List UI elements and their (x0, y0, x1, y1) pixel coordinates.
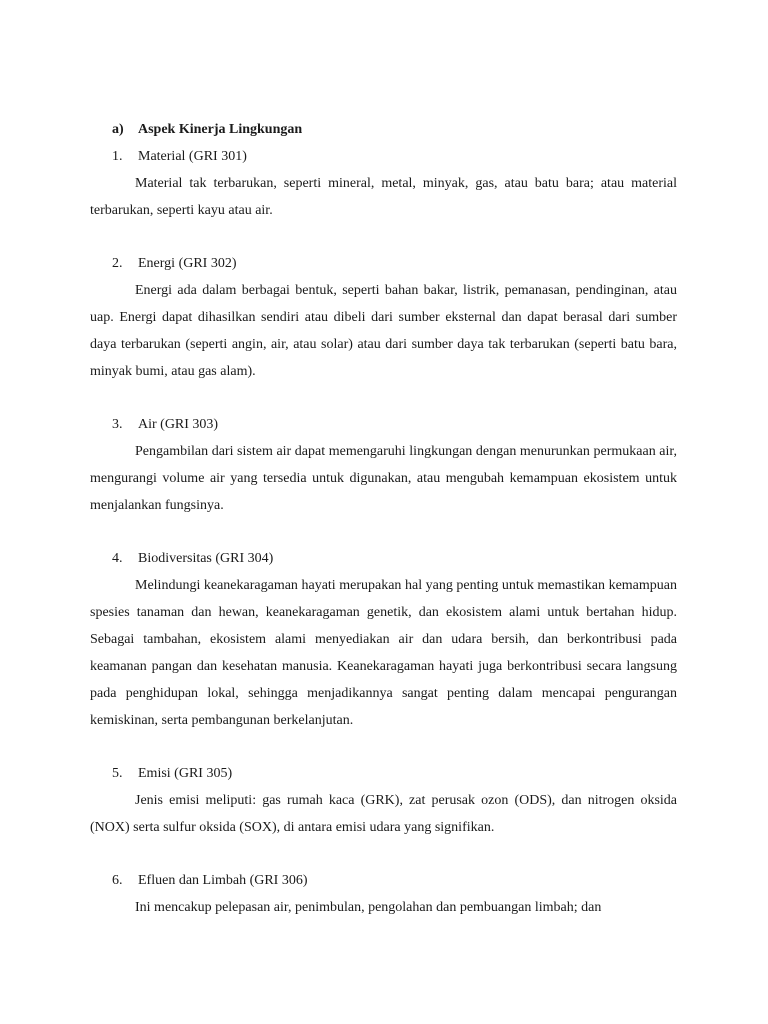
section-number: 3. (112, 417, 123, 432)
section-body: Melindungi keanekaragaman hayati merupakan hal yang penting untuk memastikan kemampuan spesies tanaman dan hewan, keanekaragaman genetik, dan ekosistem alami untuk bertahan hidup. Sebagai tambahan, ekosistem alami menyediakan air dan udara bersih, dan berkontribusi pada keamanan pangan dan kesehatan manusia. Keanekaragaman hayati juga berkontribusi secara langsung pada penghidupan lokal, sehingga menjadikannya sangat penting dalam mencapai pengurangan kemiskinan, serta pembangunan berkelanjutan. (90, 578, 677, 728)
section-body: Material tak terbarukan, seperti mineral, metal, minyak, gas, atau batu bara; atau material terbarukan, seperti kayu atau air. (90, 176, 677, 218)
heading-marker: a) (112, 122, 124, 137)
section-title-text: Emisi (GRI 305) (138, 766, 233, 781)
section-biodiversitas (90, 545, 677, 734)
section-body: Ini mencakup pelepasan air, penimbulan, pengolahan dan pembuangan limbah; dan (135, 900, 602, 915)
section-body: Energi ada dalam berbagai bentuk, seperti bahan bakar, listrik, pemanasan, pendinginan, atau uap. Energi dapat dihasilkan sendiri atau dibeli dari sumber eksternal dan dapat berasal dari sumber daya terbarukan (seperti angin, air, atau solar) atau dari sumber daya tak terbarukan (seperti batu bara, minyak bumi, atau gas alam). (90, 283, 677, 379)
document-page (90, 116, 677, 947)
section-title (112, 760, 677, 787)
section-title-text: Efluen dan Limbah (GRI 306) (138, 873, 308, 888)
section-efluen-limbah (90, 867, 677, 921)
section-heading (112, 116, 677, 143)
section-number: 5. (112, 766, 123, 781)
heading-title: Aspek Kinerja Lingkungan (138, 122, 303, 137)
section-title-text: Material (GRI 301) (138, 149, 247, 164)
section-title (112, 250, 677, 277)
section-number: 6. (112, 873, 123, 888)
section-number: 1. (112, 149, 123, 164)
section-body: Jenis emisi meliputi: gas rumah kaca (GRK), zat perusak ozon (ODS), dan nitrogen oksida (NOX) serta sulfur oksida (SOX), di antara emisi udara yang signifikan. (90, 793, 677, 835)
section-emisi (90, 760, 677, 841)
section-number: 4. (112, 551, 123, 566)
section-body: Pengambilan dari sistem air dapat memengaruhi lingkungan dengan menurunkan permukaan air, mengurangi volume air yang tersedia untuk digunakan, atau mengubah kemampuan ekosistem untuk menjalankan fungsinya. (90, 444, 677, 513)
section-title (112, 411, 677, 438)
section-air (90, 411, 677, 519)
section-title (112, 143, 677, 170)
section-energi (90, 250, 677, 385)
section-title-text: Air (GRI 303) (138, 417, 219, 432)
section-title (112, 545, 677, 572)
section-material (90, 143, 677, 224)
section-number: 2. (112, 256, 123, 271)
section-title (112, 867, 677, 894)
section-title-text: Biodiversitas (GRI 304) (138, 551, 274, 566)
section-title-text: Energi (GRI 302) (138, 256, 237, 271)
